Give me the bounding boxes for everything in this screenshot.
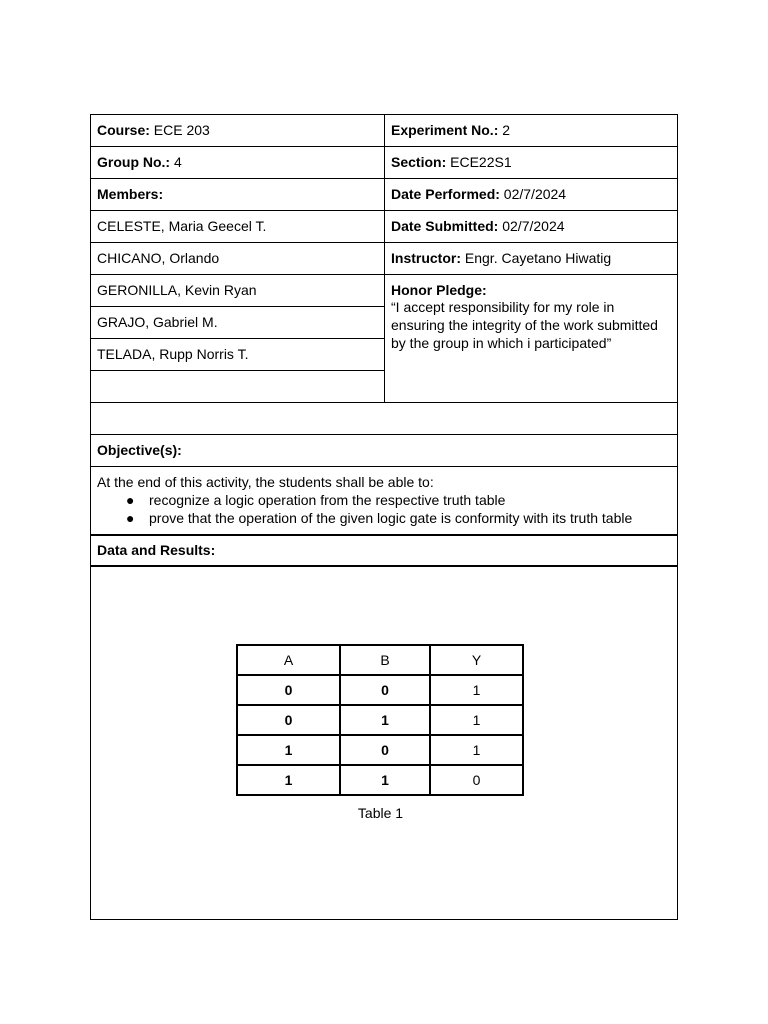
table-cell: 1 (237, 765, 340, 795)
table-caption: Table 1 (357, 805, 404, 821)
bullet-icon: ● (126, 492, 135, 508)
date-submitted-field (384, 210, 678, 234)
honor-pledge-field (384, 274, 678, 352)
table-cell: 0 (340, 735, 430, 765)
objectives-intro: At the end of this activity, the students shall be able to: (97, 474, 434, 490)
truth-table (236, 644, 524, 796)
members-label: Members: (97, 186, 164, 202)
row-divider (90, 370, 384, 371)
objective-item (126, 509, 671, 527)
group-number-value: 4 (170, 154, 182, 170)
table-row (237, 765, 523, 795)
column-header-a: A (237, 645, 340, 675)
table-cell: 0 (237, 705, 340, 735)
bullet-icon: ● (126, 510, 135, 526)
course-label: Course: (97, 122, 150, 138)
group-number-label: Group No.: (97, 154, 171, 170)
table-row (237, 705, 523, 735)
section-field (384, 146, 678, 170)
member-name: GRAJO, Gabriel M. (97, 314, 218, 330)
table-cell: 0 (430, 765, 523, 795)
row-divider (90, 402, 678, 403)
date-submitted-label: Date Submitted: (391, 218, 499, 234)
member-name: CHICANO, Orlando (97, 250, 220, 266)
honor-pledge-text: “I accept responsibility for my role in ensuring the integrity of the work submitted by the group in which i participated” (391, 299, 658, 351)
table-row (237, 735, 523, 765)
truth-table-header-row (237, 645, 523, 675)
column-header-b: B (340, 645, 430, 675)
member-name: CELESTE, Maria Geecel T. (97, 218, 267, 234)
experiment-number-label: Experiment No.: (391, 122, 499, 138)
course-field (90, 114, 384, 138)
instructor-label: Instructor: (391, 250, 461, 266)
member-name: TELADA, Rupp Norris T. (97, 346, 249, 362)
experiment-number-value: 2 (498, 122, 511, 138)
honor-pledge-label: Honor Pledge: (391, 282, 487, 298)
instructor-value: Engr. Cayetano Hiwatig (461, 250, 612, 266)
course-value: ECE 203 (149, 122, 210, 138)
objective-text: prove that the operation of the given logic gate is conformity with its truth table (149, 510, 633, 526)
instructor-field (384, 242, 678, 266)
table-cell: 0 (237, 675, 340, 705)
group-number-field (90, 146, 384, 170)
table-cell: 1 (430, 675, 523, 705)
date-performed-label: Date Performed: (391, 186, 500, 202)
data-results-heading (90, 534, 678, 558)
table-cell: 1 (430, 705, 523, 735)
table-cell: 0 (340, 675, 430, 705)
table-cell: 1 (430, 735, 523, 765)
member-name: GERONILLA, Kevin Ryan (97, 282, 257, 298)
objectives-list (97, 491, 671, 527)
column-header-y: Y (430, 645, 523, 675)
row-divider (90, 565, 678, 567)
date-performed-value: 02/7/2024 (499, 186, 567, 202)
members-heading (90, 178, 384, 202)
table-cell: 1 (340, 705, 430, 735)
objective-item (126, 491, 671, 509)
objectives-body (90, 466, 678, 527)
objectives-heading-text: Objective(s): (97, 442, 182, 458)
date-submitted-value: 02/7/2024 (498, 218, 565, 234)
experiment-number-field (384, 114, 678, 138)
table-cell: 1 (340, 765, 430, 795)
table-row (237, 675, 523, 705)
section-value: ECE22S1 (446, 154, 512, 170)
date-performed-field (384, 178, 678, 202)
objective-text: recognize a logic operation from the respective truth table (149, 492, 506, 508)
objectives-heading (90, 434, 678, 458)
table-cell: 1 (237, 735, 340, 765)
data-results-heading-text: Data and Results: (97, 542, 216, 558)
section-label: Section: (391, 154, 447, 170)
